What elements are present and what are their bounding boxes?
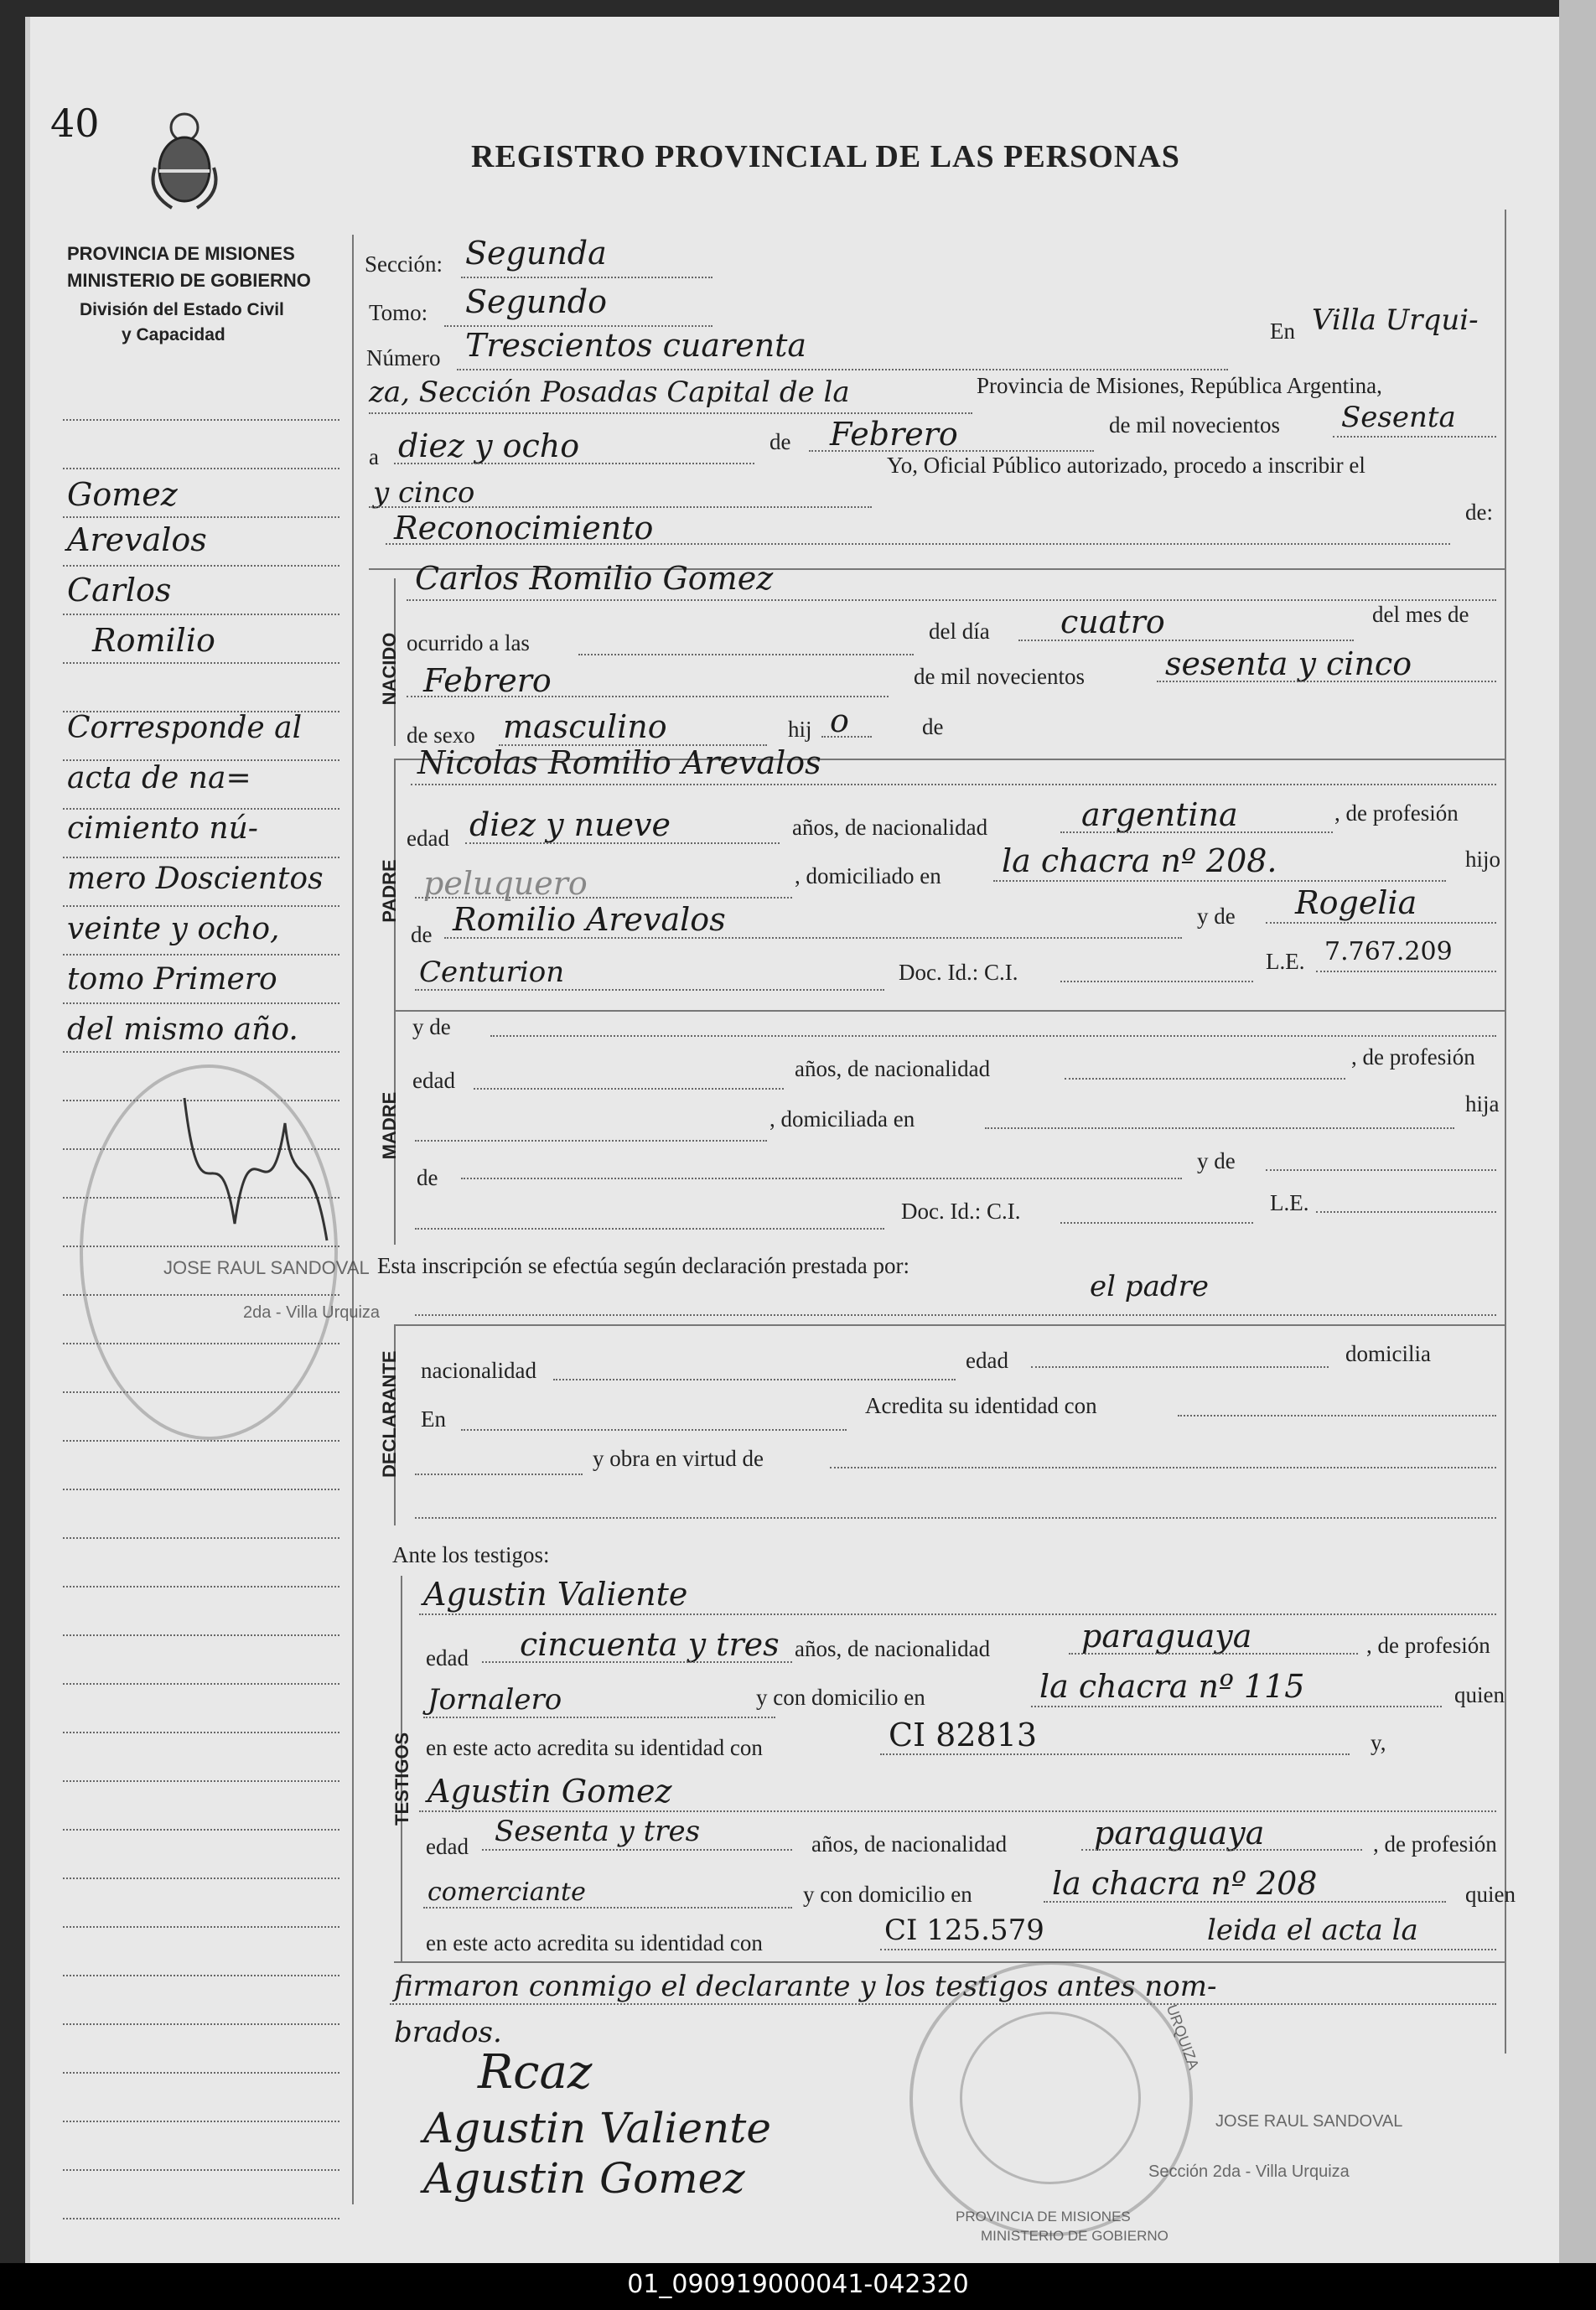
label-y-de: y de bbox=[1197, 904, 1236, 929]
page-title: REGISTRO PROVINCIAL DE LAS PERSONAS bbox=[471, 139, 1180, 174]
dotted-line bbox=[1316, 1211, 1496, 1213]
dotted-line bbox=[461, 1178, 1182, 1179]
side-label-nacido: NACIDO bbox=[379, 632, 400, 706]
field-tomo: Segundo bbox=[465, 283, 607, 320]
margin-note-line: veinte y ocho, bbox=[67, 912, 280, 946]
label-edad-t1: edad bbox=[426, 1645, 469, 1670]
margin-rule bbox=[63, 662, 339, 664]
field-testigo2: Agustin Gomez bbox=[428, 1773, 672, 1810]
label-y-coma: y, bbox=[1371, 1730, 1386, 1755]
margin-rule bbox=[63, 1732, 339, 1733]
binding-edge bbox=[1559, 0, 1596, 2263]
dotted-line bbox=[423, 1907, 792, 1909]
signature-testigo2: Agustin Gomez bbox=[423, 2154, 745, 2203]
dotted-line bbox=[993, 880, 1446, 882]
field-hij-suffix: o bbox=[830, 702, 849, 739]
field-t2-edad: Sesenta y tres bbox=[495, 1815, 701, 1848]
field-padre-nombre: Nicolas Romilio Arevalos bbox=[417, 744, 821, 781]
label-domicilia: domicilia bbox=[1345, 1341, 1431, 1366]
label-y-de-madre2: y de bbox=[1197, 1148, 1236, 1173]
margin-rule bbox=[63, 1683, 339, 1685]
field-t1-ci: CI 82813 bbox=[889, 1717, 1038, 1753]
signature-testigo1: Agustin Valiente bbox=[423, 2104, 771, 2152]
field-padre-y-de: Rogelia bbox=[1295, 884, 1417, 921]
closing-line: firmaron conmigo el declarante y los testigos antes nom- bbox=[394, 1970, 1217, 2003]
label-con-domicilio-t1: y con domicilio en bbox=[756, 1685, 925, 1710]
dotted-line bbox=[407, 696, 889, 697]
margin-rule bbox=[63, 2023, 339, 2025]
signature-oficial: Rcaz bbox=[478, 2045, 593, 2100]
dotted-line bbox=[1060, 1222, 1253, 1224]
field-dia: diez y ocho bbox=[398, 427, 580, 464]
margin-rule bbox=[63, 1489, 339, 1490]
dotted-line bbox=[1333, 436, 1496, 438]
dotted-line bbox=[390, 2003, 1496, 2005]
field-en-lugar: Villa Urqui- bbox=[1312, 303, 1479, 337]
header-ministry: MINISTERIO DE GOBIERNO bbox=[67, 270, 311, 291]
label-de: de bbox=[411, 922, 433, 947]
label-en-dec: En bbox=[421, 1406, 446, 1432]
label-en: En bbox=[1270, 319, 1295, 344]
margin-name: Gomez bbox=[67, 476, 178, 513]
label-numero: Número bbox=[366, 345, 441, 370]
dotted-line bbox=[985, 1127, 1454, 1129]
side-label-padre: PADRE bbox=[379, 859, 400, 923]
margin-rule bbox=[63, 1975, 339, 1976]
label-profesion: , de profesión bbox=[1334, 800, 1459, 826]
margin-rule bbox=[63, 1878, 339, 1879]
label-yo-oficial: Yo, Oficial Público autorizado, procedo a inscribir el bbox=[887, 453, 1365, 478]
margin-rule bbox=[63, 954, 339, 956]
field-anio: Sesenta bbox=[1341, 401, 1456, 434]
field-t2-prof: comerciante bbox=[428, 1878, 586, 1907]
margin-rule bbox=[63, 1002, 339, 1004]
field-anio-nac: sesenta y cinco bbox=[1165, 645, 1412, 682]
margin-rule bbox=[63, 905, 339, 907]
margin-note-line: acta de na= bbox=[67, 761, 251, 795]
label-hij: hij bbox=[788, 717, 812, 742]
margin-rule bbox=[63, 1829, 339, 1831]
side-label-madre: MADRE bbox=[379, 1091, 400, 1160]
field-t1-prof: Jornalero bbox=[428, 1683, 562, 1717]
field-padre-de: Romilio Arevalos bbox=[453, 901, 726, 938]
field-nombre: Carlos Romilio Gomez bbox=[415, 560, 774, 597]
dotted-line bbox=[830, 1467, 1496, 1468]
margin-rule bbox=[63, 468, 339, 469]
margin-rule bbox=[63, 1926, 339, 1928]
field-padre-le: 7.767.209 bbox=[1324, 937, 1453, 966]
label-profesion-madre: , de profesión bbox=[1351, 1044, 1475, 1070]
field-t2-ci: CI 125.579 bbox=[884, 1914, 1044, 1947]
rule bbox=[394, 1324, 1505, 1326]
field-t1-edad: cincuenta y tres bbox=[520, 1626, 780, 1663]
header-province: PROVINCIA DE MISIONES bbox=[67, 243, 295, 264]
field-sexo: masculino bbox=[503, 708, 667, 745]
field-padre-prof: peluquero bbox=[423, 865, 588, 902]
dotted-line bbox=[1060, 981, 1253, 982]
field-t2-cont: leida el acta la bbox=[1207, 1914, 1418, 1947]
dotted-line bbox=[1266, 1169, 1496, 1171]
dotted-line bbox=[821, 736, 872, 738]
stamp-ministry: MINISTERIO DE GOBIERNO bbox=[981, 2228, 1168, 2244]
margin-stamp-section: 2da - Villa Urquiza bbox=[243, 1303, 381, 1322]
field-mes: Febrero bbox=[830, 416, 958, 453]
dotted-line bbox=[411, 784, 1496, 785]
label-sexo: de sexo bbox=[407, 723, 475, 748]
dotted-line bbox=[1266, 922, 1496, 924]
margin-rule bbox=[63, 565, 339, 567]
label-domiciliada: , domiciliada en bbox=[770, 1106, 915, 1132]
official-stamp-inner bbox=[960, 2012, 1141, 2184]
label-acredita-t1: en este acto acredita su identidad con bbox=[426, 1735, 763, 1760]
label-de-madre: de bbox=[417, 1165, 438, 1190]
label-de-mil-nov: de mil novecientos bbox=[914, 664, 1085, 689]
margin-rule bbox=[63, 1780, 339, 1782]
rule bbox=[394, 1961, 1505, 1963]
label-anos-nac-t1: años, de nacionalidad bbox=[795, 1636, 991, 1661]
label-acredita-t2: en este acto acredita su identidad con bbox=[426, 1930, 763, 1955]
margin-rule bbox=[63, 2169, 339, 2171]
label-prof-t1: , de profesión bbox=[1366, 1633, 1490, 1658]
label-obra: y obra en virtud de bbox=[593, 1446, 764, 1471]
dotted-line bbox=[461, 1429, 847, 1431]
field-numero: Trescientos cuarenta bbox=[465, 327, 807, 364]
label-del-mes: del mes de bbox=[1372, 602, 1469, 627]
field-acto: Reconocimiento bbox=[394, 510, 654, 546]
margin-rule bbox=[63, 1586, 339, 1587]
label-prof-t2: , de profesión bbox=[1373, 1831, 1497, 1857]
field-lugar2: za, Sección Posadas Capital de la bbox=[369, 376, 850, 409]
dotted-line bbox=[1044, 1901, 1446, 1903]
field-t1-nac: paraguaya bbox=[1081, 1618, 1252, 1655]
margin-note-line: del mismo año. bbox=[67, 1013, 298, 1047]
label-anos-nac-madre: años, de nacionalidad bbox=[795, 1056, 991, 1081]
dotted-line bbox=[1157, 681, 1496, 682]
dotted-line bbox=[578, 654, 914, 655]
dotted-line bbox=[415, 897, 792, 899]
label-nacionalidad: nacionalidad bbox=[421, 1358, 536, 1383]
field-seccion: Segunda bbox=[465, 235, 607, 272]
label-del-dia: del día bbox=[929, 619, 990, 644]
margin-rule bbox=[63, 1537, 339, 1539]
dotted-line bbox=[386, 543, 1450, 545]
field-padre-nac: argentina bbox=[1081, 796, 1238, 833]
field-padre-dom: la chacra nº 208. bbox=[1002, 842, 1277, 879]
margin-name: Carlos bbox=[67, 572, 172, 609]
label-le: L.E. bbox=[1266, 949, 1305, 974]
label-anos-nac: años, de nacionalidad bbox=[792, 815, 988, 840]
label-inscripcion: Esta inscripción se efectúa según declaración prestada por: bbox=[377, 1253, 909, 1278]
stamp-urquiza: URQUIZA bbox=[1163, 2002, 1203, 2072]
dotted-line bbox=[482, 1661, 792, 1663]
dotted-line bbox=[415, 1314, 1496, 1316]
margin-rule bbox=[63, 2121, 339, 2122]
label-quien-t2: quien bbox=[1465, 1882, 1516, 1907]
header-division: División del Estado Civil bbox=[80, 300, 284, 319]
field-testigo1: Agustin Valiente bbox=[423, 1576, 688, 1613]
field-t2-dom: la chacra nº 208 bbox=[1052, 1865, 1318, 1902]
dotted-line bbox=[474, 1088, 784, 1090]
dotted-line bbox=[809, 450, 1094, 452]
field-declarante: el padre bbox=[1090, 1270, 1209, 1303]
dotted-line bbox=[880, 1949, 1496, 1950]
field-dia-nac: cuatro bbox=[1060, 603, 1165, 640]
label-edad: edad bbox=[407, 826, 449, 851]
margin-name: Romilio bbox=[92, 622, 215, 659]
label-seccion: Sección: bbox=[365, 251, 443, 277]
dotted-line bbox=[1081, 1849, 1362, 1851]
dotted-line bbox=[880, 1753, 1350, 1755]
dotted-line bbox=[415, 1474, 583, 1475]
dotted-line bbox=[1069, 1653, 1358, 1655]
dotted-line bbox=[1031, 1706, 1442, 1707]
label-tomo: Tomo: bbox=[369, 300, 428, 325]
label-acredita: Acredita su identidad con bbox=[865, 1393, 1097, 1418]
label-doc-id-madre: Doc. Id.: C.I. bbox=[901, 1199, 1021, 1224]
field-anio2: y cinco bbox=[373, 476, 475, 510]
image-caption: 01_090919000041-042320 bbox=[627, 2270, 969, 2299]
dotted-line bbox=[419, 1613, 1496, 1615]
margin-rule bbox=[63, 419, 339, 421]
label-le-madre: L.E. bbox=[1270, 1190, 1309, 1215]
label-ante-testigos: Ante los testigos: bbox=[392, 1542, 550, 1567]
label-domiciliado: , domiciliado en bbox=[795, 863, 941, 888]
dotted-line bbox=[457, 369, 1228, 370]
margin-divider bbox=[352, 235, 354, 2204]
label-de: de bbox=[770, 429, 791, 454]
label-edad-t2: edad bbox=[426, 1834, 469, 1859]
dotted-line bbox=[1316, 971, 1496, 972]
label-mil-novecientos: de mil novecientos bbox=[1109, 412, 1280, 438]
margin-name: Arevalos bbox=[67, 521, 207, 558]
dotted-line bbox=[1031, 1366, 1329, 1368]
stamp-section: Sección 2da - Villa Urquiza bbox=[1148, 2162, 1350, 2181]
stamp-province: PROVINCIA DE MISIONES bbox=[956, 2209, 1131, 2225]
margin-note-line: tomo Primero bbox=[67, 962, 277, 997]
label-a: a bbox=[369, 444, 379, 469]
dotted-line bbox=[415, 1228, 884, 1230]
label-quien-t1: quien bbox=[1454, 1682, 1505, 1707]
closing-line: brados. bbox=[394, 2016, 502, 2049]
label-provincia: Provincia de Misiones, República Argentina, bbox=[977, 373, 1382, 398]
dotted-line bbox=[419, 1810, 1496, 1812]
label-ocurrido: ocurrido a las bbox=[407, 630, 530, 655]
dotted-line bbox=[1178, 1415, 1496, 1417]
margin-stamp-name: JOSE RAUL SANDOVAL bbox=[163, 1257, 370, 1278]
field-t1-dom: la chacra nº 115 bbox=[1039, 1668, 1305, 1705]
coat-of-arms-icon bbox=[147, 109, 222, 214]
field-mes-nac: Febrero bbox=[423, 662, 552, 699]
dotted-line bbox=[1065, 1078, 1345, 1080]
margin-rule bbox=[63, 2218, 339, 2219]
margin-note-line: mero Doscientos bbox=[67, 862, 324, 896]
margin-rule bbox=[63, 614, 339, 615]
rule bbox=[394, 1010, 1505, 1012]
label-doc-id: Doc. Id.: C.I. bbox=[899, 960, 1018, 985]
label-hija: hija bbox=[1465, 1091, 1500, 1116]
dotted-line bbox=[444, 937, 1182, 939]
margin-rule bbox=[63, 808, 339, 810]
dotted-line bbox=[482, 1849, 792, 1851]
label-hijo: hijo bbox=[1465, 847, 1501, 872]
stamp-official-name: JOSE RAUL SANDOVAL bbox=[1215, 2112, 1403, 2131]
dotted-line bbox=[415, 989, 884, 991]
label-anos-nac-t2: años, de nacionalidad bbox=[811, 1831, 1008, 1857]
right-border bbox=[1505, 210, 1506, 2054]
dotted-line bbox=[465, 842, 780, 844]
margin-rule bbox=[63, 857, 339, 858]
margin-rule bbox=[63, 1440, 339, 1442]
dotted-line bbox=[415, 1517, 1496, 1519]
dotted-line bbox=[423, 1717, 775, 1718]
side-label-testigos: TESTIGOS bbox=[391, 1732, 412, 1826]
dotted-line bbox=[490, 1035, 1496, 1037]
dotted-line bbox=[1018, 640, 1354, 641]
field-padre-y-de2: Centurion bbox=[419, 956, 565, 989]
page-number: 40 bbox=[50, 101, 100, 146]
label-de-colon: de: bbox=[1465, 500, 1493, 525]
side-label-declarante: DECLARANTE bbox=[379, 1350, 400, 1478]
dotted-line bbox=[415, 1140, 767, 1142]
field-padre-edad: diez y nueve bbox=[469, 806, 671, 843]
margin-rule bbox=[63, 2072, 339, 2074]
dotted-line bbox=[1060, 831, 1333, 833]
label-de: de bbox=[922, 714, 944, 739]
label-y-de-madre: y de bbox=[412, 1014, 451, 1039]
dotted-line bbox=[369, 506, 872, 508]
margin-rule bbox=[63, 516, 339, 518]
dotted-line bbox=[553, 1379, 956, 1380]
dotted-line bbox=[369, 412, 972, 414]
label-con-domicilio-t2: y con domicilio en bbox=[803, 1882, 972, 1907]
margin-rule bbox=[63, 1634, 339, 1636]
dotted-line bbox=[407, 599, 1496, 601]
label-edad-dec: edad bbox=[966, 1348, 1008, 1373]
dotted-line bbox=[461, 277, 712, 278]
field-t2-nac: paraguaya bbox=[1094, 1815, 1265, 1852]
margin-signature bbox=[168, 1073, 335, 1266]
margin-rule bbox=[63, 1051, 339, 1053]
dotted-line bbox=[394, 463, 754, 464]
margin-note-line: cimiento nú- bbox=[67, 811, 258, 846]
header-capacidad: y Capacidad bbox=[122, 325, 225, 344]
margin-note-line: Corresponde al bbox=[67, 711, 303, 745]
label-edad-madre: edad bbox=[412, 1068, 455, 1093]
